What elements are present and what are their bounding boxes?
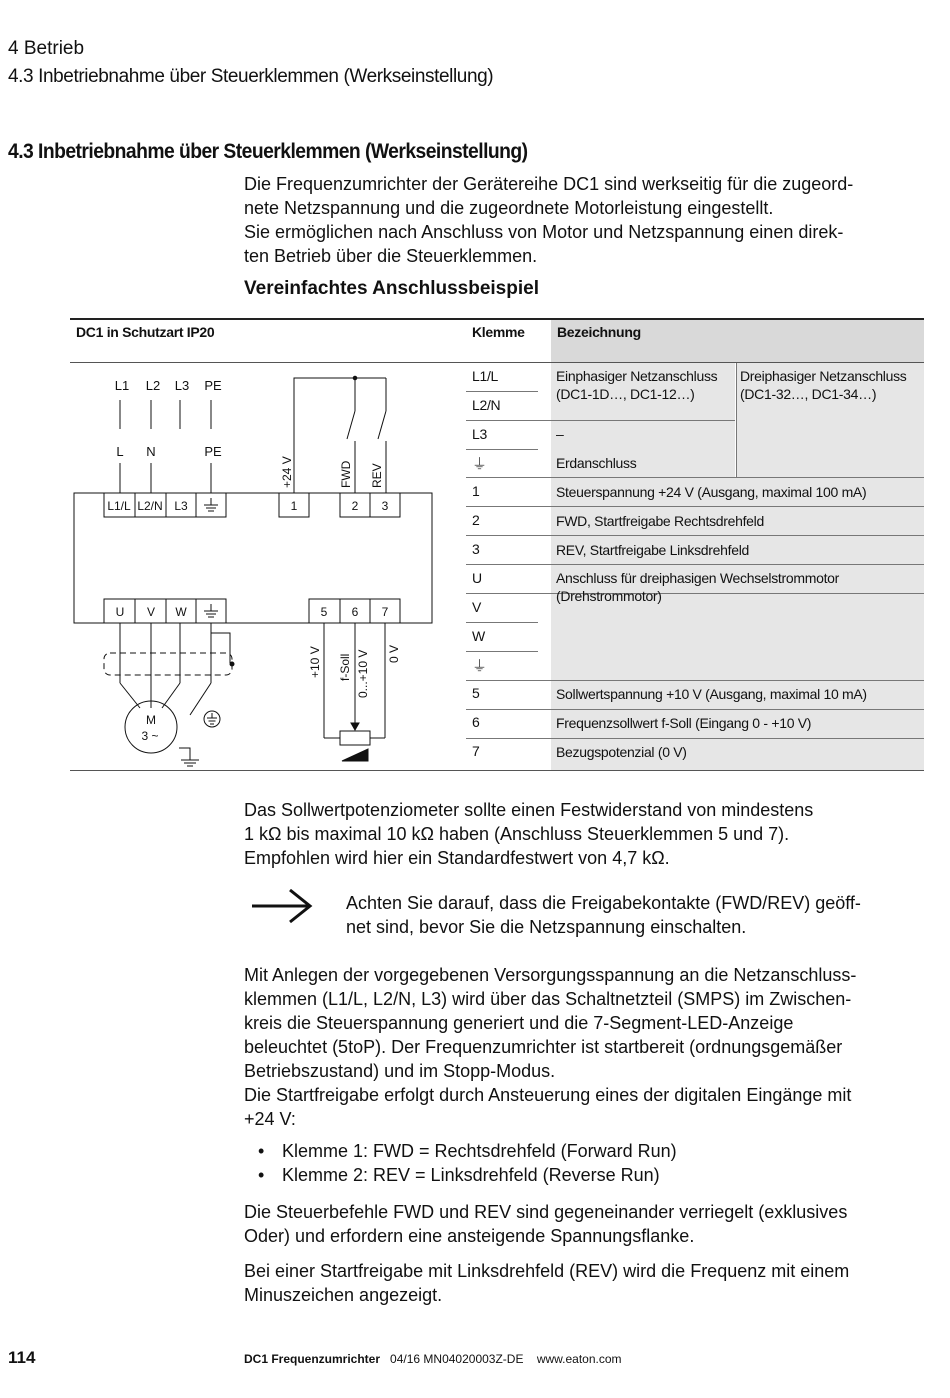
row-rule <box>466 622 538 623</box>
terminal-function-label: REV <box>370 463 384 488</box>
potentiometer-paragraph <box>244 798 924 870</box>
klemme-cell: L1/L <box>472 368 499 384</box>
row-rule <box>466 477 924 478</box>
klemme-cell: 6 <box>472 714 480 730</box>
terminal-label: V <box>146 605 156 619</box>
text-line: Die Startfreigabe erfolgt durch Ansteuerung eines der digitalen Eingänge mit <box>244 1085 852 1105</box>
interlock-paragraph <box>244 1200 924 1248</box>
chapter-header: 4 Betrieb <box>8 38 85 59</box>
row-rule <box>466 449 538 450</box>
bezeichnung-column-header: Bezeichnung <box>557 324 641 340</box>
terminal-function-label: f-Soll <box>338 653 352 681</box>
mains-label: PE <box>204 444 222 459</box>
motor-label: M <box>146 713 156 727</box>
desc-terminal-3: REV, Startfreigabe Linksdrehfeld <box>556 542 750 558</box>
footer-doc: 04/16 MN04020003Z-DE <box>390 1352 524 1366</box>
terminal-function-label: FWD <box>339 460 353 488</box>
wire <box>211 623 230 663</box>
terminal-label: L2/N <box>137 499 163 513</box>
desc-terminal-5: Sollwertspannung +10 V (Ausgang, maximal 10 mA) <box>556 686 867 702</box>
terminal-label: W <box>175 605 187 619</box>
terminal-label: L3 <box>174 499 188 513</box>
desc-line: Einphasiger Netzanschluss <box>556 368 718 384</box>
cell-divider <box>736 363 737 477</box>
ground-icon <box>204 498 218 511</box>
desc-terminal-1: Steuerspannung +24 V (Ausgang, maximal 100 mA) <box>556 484 867 500</box>
text-line: Das Sollwertpotenziometer sollte einen Festwiderstand von mindestens <box>244 800 814 820</box>
footer-url: www.eaton.com <box>536 1352 622 1366</box>
table-bottom-rule <box>70 770 924 771</box>
desc-motor <box>556 569 839 605</box>
terminal-label: 3 <box>381 499 389 513</box>
motor-icon <box>125 701 177 753</box>
text-line: net sind, bevor Sie die Netzspannung einschalten. <box>346 917 747 937</box>
footer-info <box>244 1352 622 1366</box>
text-line: Bei einer Startfreigabe mit Linksdrehfeld (REV) wird die Frequenz mit einem <box>244 1261 850 1281</box>
wire <box>179 748 190 760</box>
junction-dot <box>353 376 357 380</box>
list-item-text: Klemme 1: FWD = Rechtsdrehfeld (Forward Run) <box>282 1141 677 1161</box>
mains-label: L1 <box>114 378 130 393</box>
row-rule <box>466 420 735 421</box>
text-line: Empfohlen wird hier ein Standardfestwert von 4,7 kΩ. <box>244 848 670 868</box>
intro-paragraph <box>244 172 924 268</box>
section-title: 4.3 Inbetriebnahme über Steuerklemmen (Werkseinstellung) <box>8 140 528 163</box>
note-paragraph <box>346 891 926 939</box>
startup-paragraph <box>244 963 924 1131</box>
wire <box>190 683 211 715</box>
row-rule <box>466 651 538 652</box>
terminal-function-label: +24 V <box>280 456 294 488</box>
bullet-icon: • <box>258 1165 265 1185</box>
klemme-cell: V <box>472 599 482 615</box>
mains-label: PE <box>204 378 222 393</box>
text-line: Die Frequenzumrichter der Gerätereihe DC1 sind werkseitig für die zugeord- <box>244 174 854 194</box>
klemme-column-header: Klemme <box>472 324 525 340</box>
row-rule <box>466 535 924 536</box>
klemme-cell: L2/N <box>472 397 501 413</box>
ground-icon <box>181 760 199 766</box>
list-item-text: Klemme 2: REV = Linksdrehfeld (Reverse Run) <box>282 1165 660 1185</box>
table-top-rule <box>70 318 924 320</box>
terminal-function-label: +10 V <box>308 646 322 678</box>
desc-earth: Erdanschluss <box>556 455 637 471</box>
desc-line: (Drehstrommotor) <box>556 588 662 604</box>
row-rule <box>466 738 924 739</box>
terminal-label: 1 <box>290 499 298 513</box>
mains-label: L2 <box>145 378 161 393</box>
desc-terminal-6: Frequenzsollwert f-Soll (Eingang 0 - +10 V) <box>556 715 812 731</box>
motor-label: 3 ~ <box>141 729 159 743</box>
mains-label: L <box>116 444 124 459</box>
text-line: nete Netzspannung und die zugeordnete Motorleistung eingestellt. <box>244 198 774 218</box>
klemme-cell: 2 <box>472 512 480 528</box>
row-rule <box>466 391 538 392</box>
potentiometer <box>340 731 370 745</box>
klemme-cell: L3 <box>472 426 487 442</box>
text-line: Mit Anlegen der vorgegebenen Versorgungsspannung an die Netzanschluss- <box>244 965 857 985</box>
mains-label: L3 <box>174 378 190 393</box>
junction-dot <box>230 662 234 666</box>
terminal-label: 6 <box>351 605 359 619</box>
text-line: Sie ermöglichen nach Anschluss von Motor und Netzspannung einen direk- <box>244 222 844 242</box>
subsection-title: Vereinfachtes Anschlussbeispiel <box>244 278 539 299</box>
ground-symbol-cell: ⏚ <box>472 456 487 473</box>
wiper-arrow-icon <box>351 723 359 730</box>
wire <box>162 683 180 708</box>
terminal-label: U <box>115 605 125 619</box>
text-line: 1 kΩ bis maximal 10 kΩ haben (Anschluss Steuerklemmen 5 und 7). <box>244 824 790 844</box>
wire <box>120 683 140 708</box>
terminal-label: 5 <box>320 605 328 619</box>
text-line: Die Steuerbefehle FWD und REV sind gegeneinander verriegelt (exklusives <box>244 1202 848 1222</box>
text-line: ten Betrieb über die Steuerklemmen. <box>244 246 538 266</box>
row-rule <box>466 564 924 565</box>
terminal-label: 2 <box>351 499 359 513</box>
terminal-function-label: 0...+10 V <box>356 649 370 698</box>
desc-l3: – <box>556 426 564 442</box>
text-line: Achten Sie darauf, dass die Freigabekontakte (FWD/REV) geöff- <box>346 893 861 913</box>
ground-symbol-cell: ⏚ <box>472 658 487 675</box>
klemme-cell: 1 <box>472 483 480 499</box>
page-number: 114 <box>8 1348 36 1367</box>
rev-switch <box>378 411 386 439</box>
row-rule <box>466 709 924 710</box>
klemme-cell: 5 <box>472 685 480 701</box>
ground-icon <box>204 604 218 617</box>
desc-line: Anschluss für dreiphasigen Wechselstrommotor <box>556 570 840 586</box>
footer-product: DC1 Frequenzumrichter <box>244 1352 381 1366</box>
section-header: 4.3 Inbetriebnahme über Steuerklemmen (Werkseinstellung) <box>8 66 494 87</box>
device-column-header: DC1 in Schutzart IP20 <box>76 324 215 340</box>
desc-line: (DC1-32…, DC1-34…) <box>740 386 877 402</box>
desc-terminal-7: Bezugspotenzial (0 V) <box>556 744 687 760</box>
klemme-cell: 3 <box>472 541 480 557</box>
row-rule <box>466 680 924 681</box>
text-line: Oder) und erfordern eine ansteigende Spannungsflanke. <box>244 1226 695 1246</box>
klemme-cell: 7 <box>472 743 480 759</box>
terminal-label: 7 <box>381 605 389 619</box>
wiring-diagram <box>70 363 460 768</box>
cable-shield <box>104 653 232 675</box>
text-line: kreis die Steuerspannung generiert und die 7-Segment-LED-Anzeige <box>244 1013 794 1033</box>
klemme-cell: U <box>472 570 482 586</box>
desc-single-phase <box>556 367 717 403</box>
fwd-switch <box>347 411 355 439</box>
reverse-paragraph <box>244 1259 924 1307</box>
desc-line: (DC1-1D…, DC1-12…) <box>556 386 695 402</box>
setpoint-ramp-icon <box>342 749 368 761</box>
connection-table <box>70 318 924 772</box>
terminal-label: L1/L <box>107 499 131 513</box>
row-rule <box>466 506 924 507</box>
arrow-right-icon <box>250 886 314 926</box>
terminal-function-label: 0 V <box>387 644 401 663</box>
text-line: beleuchtet (5toP). Der Frequenzumrichter ist startbereit (ordnungsgemäßer <box>244 1037 843 1057</box>
earth-symbol-icon <box>204 711 220 727</box>
text-line: Betriebszustand) und im Stopp-Modus. <box>244 1061 556 1081</box>
desc-terminal-2: FWD, Startfreigabe Rechtsdrehfeld <box>556 513 764 529</box>
bullet-icon: • <box>258 1141 265 1161</box>
text-line: klemmen (L1/L, L2/N, L3) wird über das Schaltnetzteil (SMPS) im Zwischen- <box>244 989 852 1009</box>
text-line: Minuszeichen angezeigt. <box>244 1285 443 1305</box>
klemme-cell: W <box>472 628 485 644</box>
mains-label: N <box>146 444 156 459</box>
desc-line: Dreiphasiger Netzanschluss <box>740 368 907 384</box>
text-line: +24 V: <box>244 1109 296 1129</box>
desc-three-phase <box>740 367 907 403</box>
